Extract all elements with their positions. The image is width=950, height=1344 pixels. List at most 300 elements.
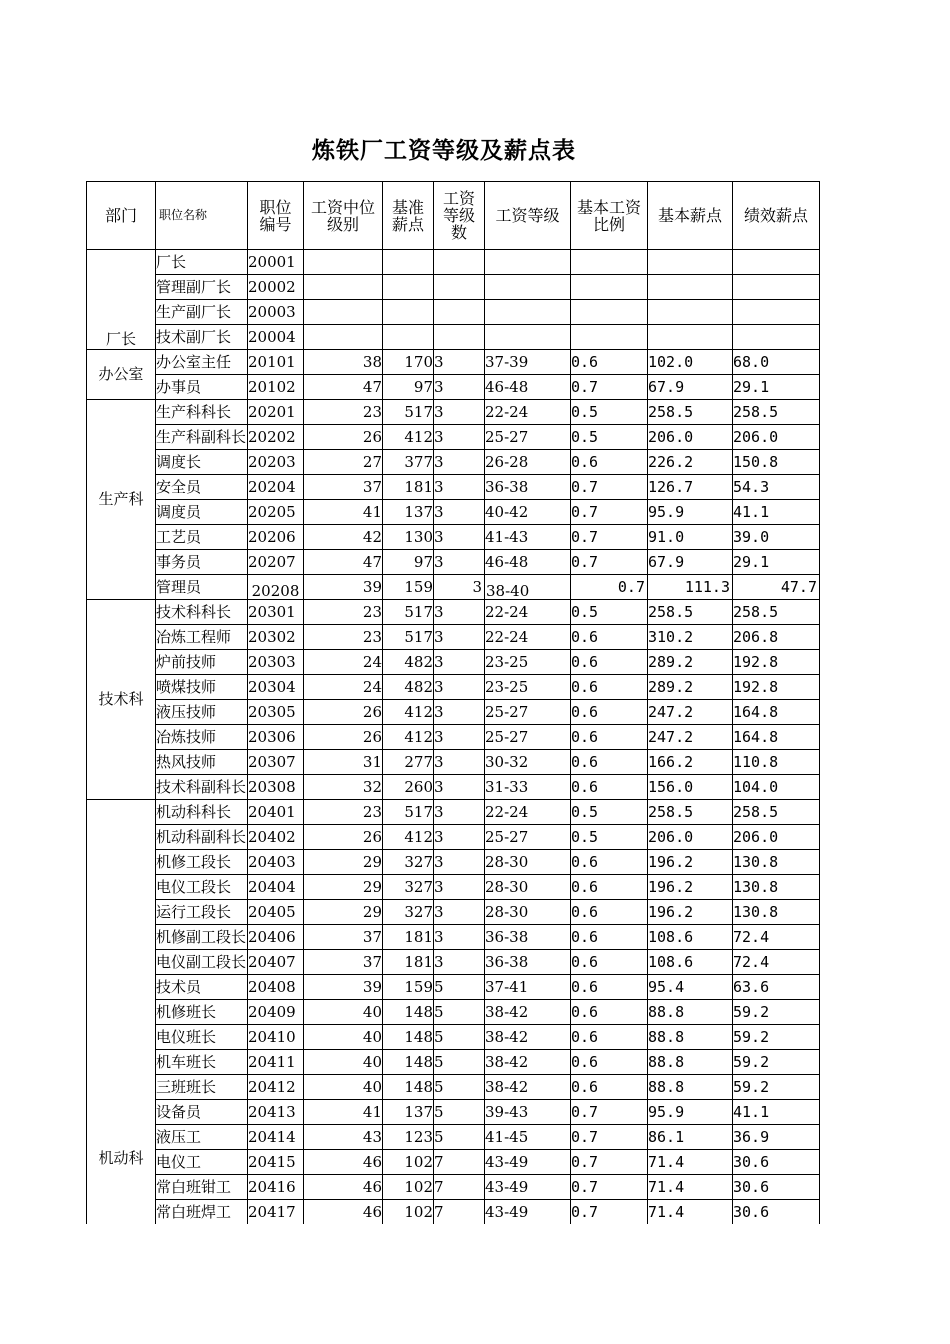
grade-range-cell: 41-45: [485, 1125, 571, 1150]
position-code-cell: 20102: [248, 375, 304, 400]
grade-count-cell: 3: [434, 900, 485, 925]
grade-range-cell: 23-25: [485, 650, 571, 675]
base-points-cell: 102: [383, 1150, 434, 1175]
base-points-cell: [383, 325, 434, 350]
table-row: [87, 800, 820, 825]
position-code-cell: 20401: [248, 800, 304, 825]
grade-count-cell: 3: [434, 600, 485, 625]
perf-pay-cell: 30.6: [733, 1200, 820, 1225]
base-points-cell: 148: [383, 1075, 434, 1100]
position-code-cell: 20101: [248, 350, 304, 375]
ratio-cell: 0.7: [571, 375, 648, 400]
level-cell: 26: [304, 425, 383, 450]
basic-pay-cell: 95.9: [648, 1100, 733, 1125]
level-cell: 42: [304, 525, 383, 550]
level-cell: 29: [304, 875, 383, 900]
perf-pay-cell: 59.2: [733, 1000, 820, 1025]
position-name-cell: 电仪工段长: [156, 875, 248, 900]
position-name-cell: 炉前技师: [156, 650, 248, 675]
level-cell: 23: [304, 600, 383, 625]
position-code-cell: 20301: [248, 600, 304, 625]
grade-count-cell: 3: [434, 950, 485, 975]
basic-pay-cell: 247.2: [648, 700, 733, 725]
grade-range-cell: 25-27: [485, 700, 571, 725]
grade-count-cell: [434, 300, 485, 325]
grade-count-cell: 3: [434, 450, 485, 475]
perf-pay-cell: 206.8: [733, 625, 820, 650]
basic-pay-cell: [648, 325, 733, 350]
perf-pay-cell: 72.4: [733, 950, 820, 975]
grade-count-cell: 3: [434, 350, 485, 375]
table-row: [87, 775, 820, 800]
ratio-cell: 0.6: [571, 700, 648, 725]
position-code-cell: 20304: [248, 675, 304, 700]
grade-range-cell: 22-24: [485, 625, 571, 650]
dept-cell: 办公室: [87, 350, 156, 400]
ratio-cell: 0.5: [571, 800, 648, 825]
basic-pay-cell: [648, 300, 733, 325]
level-cell: [304, 250, 383, 275]
ratio-cell: 0.5: [571, 825, 648, 850]
grade-range-cell: 39-43: [485, 1100, 571, 1125]
position-name-cell: 机动科副科长: [156, 825, 248, 850]
base-points-cell: 130: [383, 525, 434, 550]
level-cell: 29: [304, 850, 383, 875]
ratio-cell: 0.6: [571, 1000, 648, 1025]
dept-cell: 机动科: [87, 800, 156, 1225]
grade-range-cell: [485, 250, 571, 275]
grade-count-cell: 3: [434, 425, 485, 450]
basic-pay-cell: 88.8: [648, 1025, 733, 1050]
base-points-cell: 260: [383, 775, 434, 800]
grade-count-cell: 3: [434, 800, 485, 825]
base-points-cell: 137: [383, 500, 434, 525]
table-row: [87, 725, 820, 750]
level-cell: 41: [304, 500, 383, 525]
ratio-cell: 0.7: [571, 575, 648, 600]
perf-pay-cell: 130.8: [733, 875, 820, 900]
basic-pay-cell: 71.4: [648, 1175, 733, 1200]
position-code-cell: 20407: [248, 950, 304, 975]
ratio-cell: 0.7: [571, 1200, 648, 1225]
ratio-cell: 0.7: [571, 1100, 648, 1125]
position-code-cell: 20411: [248, 1050, 304, 1075]
level-cell: [304, 275, 383, 300]
position-name-cell: 常白班焊工: [156, 1200, 248, 1225]
position-code-cell: 20307: [248, 750, 304, 775]
position-name-cell: 机修工段长: [156, 850, 248, 875]
position-code-cell: 20203: [248, 450, 304, 475]
level-cell: 24: [304, 650, 383, 675]
grade-count-cell: 5: [434, 1075, 485, 1100]
ratio-cell: 0.7: [571, 550, 648, 575]
grade-range-cell: 43-49: [485, 1175, 571, 1200]
basic-pay-cell: 196.2: [648, 875, 733, 900]
table-row: [87, 350, 820, 375]
table-row: [87, 550, 820, 575]
position-code-cell: 20302: [248, 625, 304, 650]
level-cell: [304, 300, 383, 325]
table-row: [87, 325, 820, 350]
grade-count-cell: 3: [434, 650, 485, 675]
table-row: [87, 1175, 820, 1200]
table-body: [87, 250, 820, 1225]
level-cell: 23: [304, 625, 383, 650]
level-cell: 40: [304, 1025, 383, 1050]
position-name-cell: 管理员: [156, 575, 248, 600]
basic-pay-cell: 95.4: [648, 975, 733, 1000]
position-name-cell: 喷煤技师: [156, 675, 248, 700]
base-points-cell: 137: [383, 1100, 434, 1125]
ratio-cell: 0.6: [571, 350, 648, 375]
perf-pay-cell: 30.6: [733, 1150, 820, 1175]
position-name-cell: 电仪工: [156, 1150, 248, 1175]
grade-count-cell: 3: [434, 475, 485, 500]
base-points-cell: [383, 275, 434, 300]
salary-table: [86, 181, 820, 1224]
grade-range-cell: 25-27: [485, 825, 571, 850]
perf-pay-cell: 130.8: [733, 900, 820, 925]
table-row: [87, 950, 820, 975]
base-points-cell: 102: [383, 1175, 434, 1200]
level-cell: 29: [304, 900, 383, 925]
ratio-cell: 0.6: [571, 1025, 648, 1050]
basic-pay-cell: 226.2: [648, 450, 733, 475]
col-header-dept: 部门: [87, 182, 156, 250]
base-points-cell: 327: [383, 850, 434, 875]
level-cell: 40: [304, 1000, 383, 1025]
level-cell: 26: [304, 725, 383, 750]
table-row: [87, 875, 820, 900]
level-cell: 27: [304, 450, 383, 475]
base-points-cell: 170: [383, 350, 434, 375]
grade-range-cell: 38-42: [485, 1050, 571, 1075]
position-code-cell: 20206: [248, 525, 304, 550]
grade-range-cell: 36-38: [485, 475, 571, 500]
position-code-cell: 20408: [248, 975, 304, 1000]
grade-count-cell: 7: [434, 1175, 485, 1200]
grade-count-cell: 3: [434, 850, 485, 875]
ratio-cell: 0.7: [571, 500, 648, 525]
grade-range-cell: 31-33: [485, 775, 571, 800]
base-points-cell: 148: [383, 1000, 434, 1025]
grade-range-cell: 38-42: [485, 1000, 571, 1025]
level-cell: 37: [304, 475, 383, 500]
position-code-cell: 20308: [248, 775, 304, 800]
level-cell: 46: [304, 1175, 383, 1200]
level-cell: 40: [304, 1075, 383, 1100]
ratio-cell: 0.7: [571, 525, 648, 550]
perf-pay-cell: 164.8: [733, 700, 820, 725]
basic-pay-cell: [648, 275, 733, 300]
ratio-cell: 0.7: [571, 1125, 648, 1150]
table-row: [87, 425, 820, 450]
base-points-cell: 159: [383, 575, 434, 600]
ratio-cell: 0.6: [571, 450, 648, 475]
table-row: [87, 525, 820, 550]
grade-range-cell: 43-49: [485, 1150, 571, 1175]
level-cell: 40: [304, 1050, 383, 1075]
grade-count-cell: 5: [434, 1000, 485, 1025]
position-name-cell: 办公室主任: [156, 350, 248, 375]
position-code-cell: 20405: [248, 900, 304, 925]
perf-pay-cell: 164.8: [733, 725, 820, 750]
grade-range-cell: 25-27: [485, 725, 571, 750]
position-code-cell: 20402: [248, 825, 304, 850]
ratio-cell: [571, 250, 648, 275]
position-name-cell: 技术员: [156, 975, 248, 1000]
perf-pay-cell: [733, 275, 820, 300]
col-header-base-points: [383, 182, 434, 250]
position-code-cell: 20413: [248, 1100, 304, 1125]
table-row: [87, 700, 820, 725]
basic-pay-cell: 88.8: [648, 1000, 733, 1025]
ratio-cell: 0.6: [571, 850, 648, 875]
grade-range-cell: 38-42: [485, 1075, 571, 1100]
position-name-cell: 机车班长: [156, 1050, 248, 1075]
grade-count-cell: 5: [434, 1025, 485, 1050]
level-cell: 41: [304, 1100, 383, 1125]
basic-pay-cell: 289.2: [648, 675, 733, 700]
position-name-cell: 生产科副科长: [156, 425, 248, 450]
perf-pay-cell: 41.1: [733, 500, 820, 525]
basic-pay-cell: 91.0: [648, 525, 733, 550]
col-header-level-text: 工资中位级别: [310, 197, 375, 234]
perf-pay-cell: 29.1: [733, 375, 820, 400]
level-cell: 23: [304, 400, 383, 425]
basic-pay-cell: 67.9: [648, 550, 733, 575]
dept-cell: 技术科: [87, 600, 156, 800]
col-header-basic-pay: 基本薪点: [648, 182, 733, 250]
grade-range-cell: 38-40: [485, 575, 571, 600]
ratio-cell: 0.6: [571, 750, 648, 775]
perf-pay-cell: 192.8: [733, 675, 820, 700]
perf-pay-cell: 54.3: [733, 475, 820, 500]
basic-pay-cell: 206.0: [648, 825, 733, 850]
table-row: [87, 250, 820, 275]
basic-pay-cell: 196.2: [648, 850, 733, 875]
perf-pay-cell: 29.1: [733, 550, 820, 575]
base-points-cell: 102: [383, 1200, 434, 1225]
base-points-cell: 377: [383, 450, 434, 475]
table-row: [87, 1150, 820, 1175]
table-row: [87, 475, 820, 500]
header-row: [87, 182, 820, 250]
base-points-cell: 148: [383, 1025, 434, 1050]
base-points-cell: 412: [383, 425, 434, 450]
grade-count-cell: 3: [434, 875, 485, 900]
col-header-base-points-text: 基准薪点: [391, 197, 424, 234]
grade-range-cell: 43-49: [485, 1200, 571, 1225]
level-cell: 47: [304, 375, 383, 400]
perf-pay-cell: 59.2: [733, 1050, 820, 1075]
base-points-cell: 181: [383, 925, 434, 950]
table-row: [87, 625, 820, 650]
basic-pay-cell: 289.2: [648, 650, 733, 675]
grade-count-cell: 3: [434, 925, 485, 950]
ratio-cell: 0.6: [571, 950, 648, 975]
base-points-cell: 412: [383, 725, 434, 750]
position-code-cell: 20002: [248, 275, 304, 300]
grade-range-cell: 28-30: [485, 875, 571, 900]
grade-range-cell: 38-42: [485, 1025, 571, 1050]
level-cell: 24: [304, 675, 383, 700]
perf-pay-cell: 63.6: [733, 975, 820, 1000]
grade-range-cell: [485, 325, 571, 350]
base-points-cell: [383, 250, 434, 275]
basic-pay-cell: 86.1: [648, 1125, 733, 1150]
perf-pay-cell: 150.8: [733, 450, 820, 475]
dept-cell: 厂长: [87, 250, 156, 350]
basic-pay-cell: 108.6: [648, 925, 733, 950]
base-points-cell: 517: [383, 600, 434, 625]
ratio-cell: 0.6: [571, 900, 648, 925]
position-name-cell: 生产副厂长: [156, 300, 248, 325]
position-name-cell: 技术副厂长: [156, 325, 248, 350]
level-cell: 39: [304, 575, 383, 600]
grade-range-cell: 25-27: [485, 425, 571, 450]
perf-pay-cell: [733, 250, 820, 275]
table-row: [87, 1050, 820, 1075]
position-name-cell: 设备员: [156, 1100, 248, 1125]
grade-count-cell: 3: [434, 775, 485, 800]
level-cell: 26: [304, 700, 383, 725]
table-row: [87, 400, 820, 425]
ratio-cell: 0.6: [571, 775, 648, 800]
table-row: [87, 1000, 820, 1025]
basic-pay-cell: 196.2: [648, 900, 733, 925]
grade-count-cell: 3: [434, 500, 485, 525]
grade-count-cell: 5: [434, 1050, 485, 1075]
position-name-cell: 机修副工段长: [156, 925, 248, 950]
position-name-cell: 工艺员: [156, 525, 248, 550]
perf-pay-cell: [733, 325, 820, 350]
ratio-cell: 0.7: [571, 1175, 648, 1200]
position-code-cell: 20205: [248, 500, 304, 525]
base-points-cell: 412: [383, 700, 434, 725]
ratio-cell: 0.6: [571, 1075, 648, 1100]
basic-pay-cell: [648, 250, 733, 275]
position-code-cell: 20201: [248, 400, 304, 425]
grade-range-cell: 28-30: [485, 850, 571, 875]
basic-pay-cell: 71.4: [648, 1200, 733, 1225]
grade-range-cell: 46-48: [485, 375, 571, 400]
basic-pay-cell: 166.2: [648, 750, 733, 775]
position-name-cell: 生产科科长: [156, 400, 248, 425]
position-name-cell: 办事员: [156, 375, 248, 400]
base-points-cell: 181: [383, 950, 434, 975]
position-name-cell: 管理副厂长: [156, 275, 248, 300]
base-points-cell: 148: [383, 1050, 434, 1075]
table-row: [87, 300, 820, 325]
ratio-cell: [571, 300, 648, 325]
base-points-cell: 517: [383, 625, 434, 650]
col-header-grade-count-text: 工资等级数: [442, 189, 475, 242]
base-points-cell: 517: [383, 800, 434, 825]
ratio-cell: 0.6: [571, 1050, 648, 1075]
ratio-cell: 0.6: [571, 875, 648, 900]
basic-pay-cell: 88.8: [648, 1075, 733, 1100]
position-code-cell: 20001: [248, 250, 304, 275]
level-cell: 46: [304, 1200, 383, 1225]
grade-count-cell: 3: [434, 700, 485, 725]
position-name-cell: 电仪班长: [156, 1025, 248, 1050]
position-name-cell: 技术科副科长: [156, 775, 248, 800]
grade-count-cell: 7: [434, 1150, 485, 1175]
position-code-cell: 20414: [248, 1125, 304, 1150]
level-cell: 37: [304, 950, 383, 975]
ratio-cell: 0.6: [571, 650, 648, 675]
position-name-cell: 厂长: [156, 250, 248, 275]
grade-count-cell: 3: [434, 750, 485, 775]
grade-range-cell: 30-32: [485, 750, 571, 775]
table-row: [87, 1025, 820, 1050]
table-row: [87, 1200, 820, 1225]
col-header-ratio: [571, 182, 648, 250]
grade-count-cell: 3: [434, 625, 485, 650]
col-header-perf-pay: 绩效薪点: [733, 182, 820, 250]
col-header-grade: 工资等级: [485, 182, 571, 250]
col-header-code: [248, 182, 304, 250]
grade-count-cell: 3: [434, 375, 485, 400]
perf-pay-cell: 59.2: [733, 1025, 820, 1050]
col-header-grade-count: [434, 182, 485, 250]
perf-pay-cell: 36.9: [733, 1125, 820, 1150]
grade-range-cell: 37-41: [485, 975, 571, 1000]
position-name-cell: 液压技师: [156, 700, 248, 725]
table-row: [87, 975, 820, 1000]
perf-pay-cell: 39.0: [733, 525, 820, 550]
grade-range-cell: [485, 275, 571, 300]
basic-pay-cell: 156.0: [648, 775, 733, 800]
perf-pay-cell: 104.0: [733, 775, 820, 800]
ratio-cell: [571, 325, 648, 350]
grade-range-cell: 22-24: [485, 600, 571, 625]
grade-range-cell: 23-25: [485, 675, 571, 700]
grade-range-cell: 28-30: [485, 900, 571, 925]
base-points-cell: 517: [383, 400, 434, 425]
position-name-cell: 冶炼技师: [156, 725, 248, 750]
level-cell: 47: [304, 550, 383, 575]
sheet-title: 炼铁厂工资等级及薪点表: [312, 138, 576, 164]
perf-pay-cell: 59.2: [733, 1075, 820, 1100]
level-cell: 38: [304, 350, 383, 375]
table-row: [87, 575, 820, 600]
perf-pay-cell: 258.5: [733, 800, 820, 825]
position-name-cell: 机修班长: [156, 1000, 248, 1025]
basic-pay-cell: 71.4: [648, 1150, 733, 1175]
level-cell: 37: [304, 925, 383, 950]
position-code-cell: 20403: [248, 850, 304, 875]
grade-range-cell: 37-39: [485, 350, 571, 375]
table-row: [87, 500, 820, 525]
position-name-cell: 调度员: [156, 500, 248, 525]
base-points-cell: 482: [383, 675, 434, 700]
basic-pay-cell: 206.0: [648, 425, 733, 450]
grade-range-cell: 36-38: [485, 950, 571, 975]
position-name-cell: 安全员: [156, 475, 248, 500]
ratio-cell: 0.7: [571, 1150, 648, 1175]
grade-range-cell: 26-28: [485, 450, 571, 475]
grade-count-cell: 3: [434, 675, 485, 700]
table-row: [87, 1075, 820, 1100]
grade-count-cell: 5: [434, 975, 485, 1000]
grade-count-cell: 3: [434, 825, 485, 850]
base-points-cell: 412: [383, 825, 434, 850]
table-row: [87, 750, 820, 775]
table-row: [87, 275, 820, 300]
position-code-cell: 20415: [248, 1150, 304, 1175]
